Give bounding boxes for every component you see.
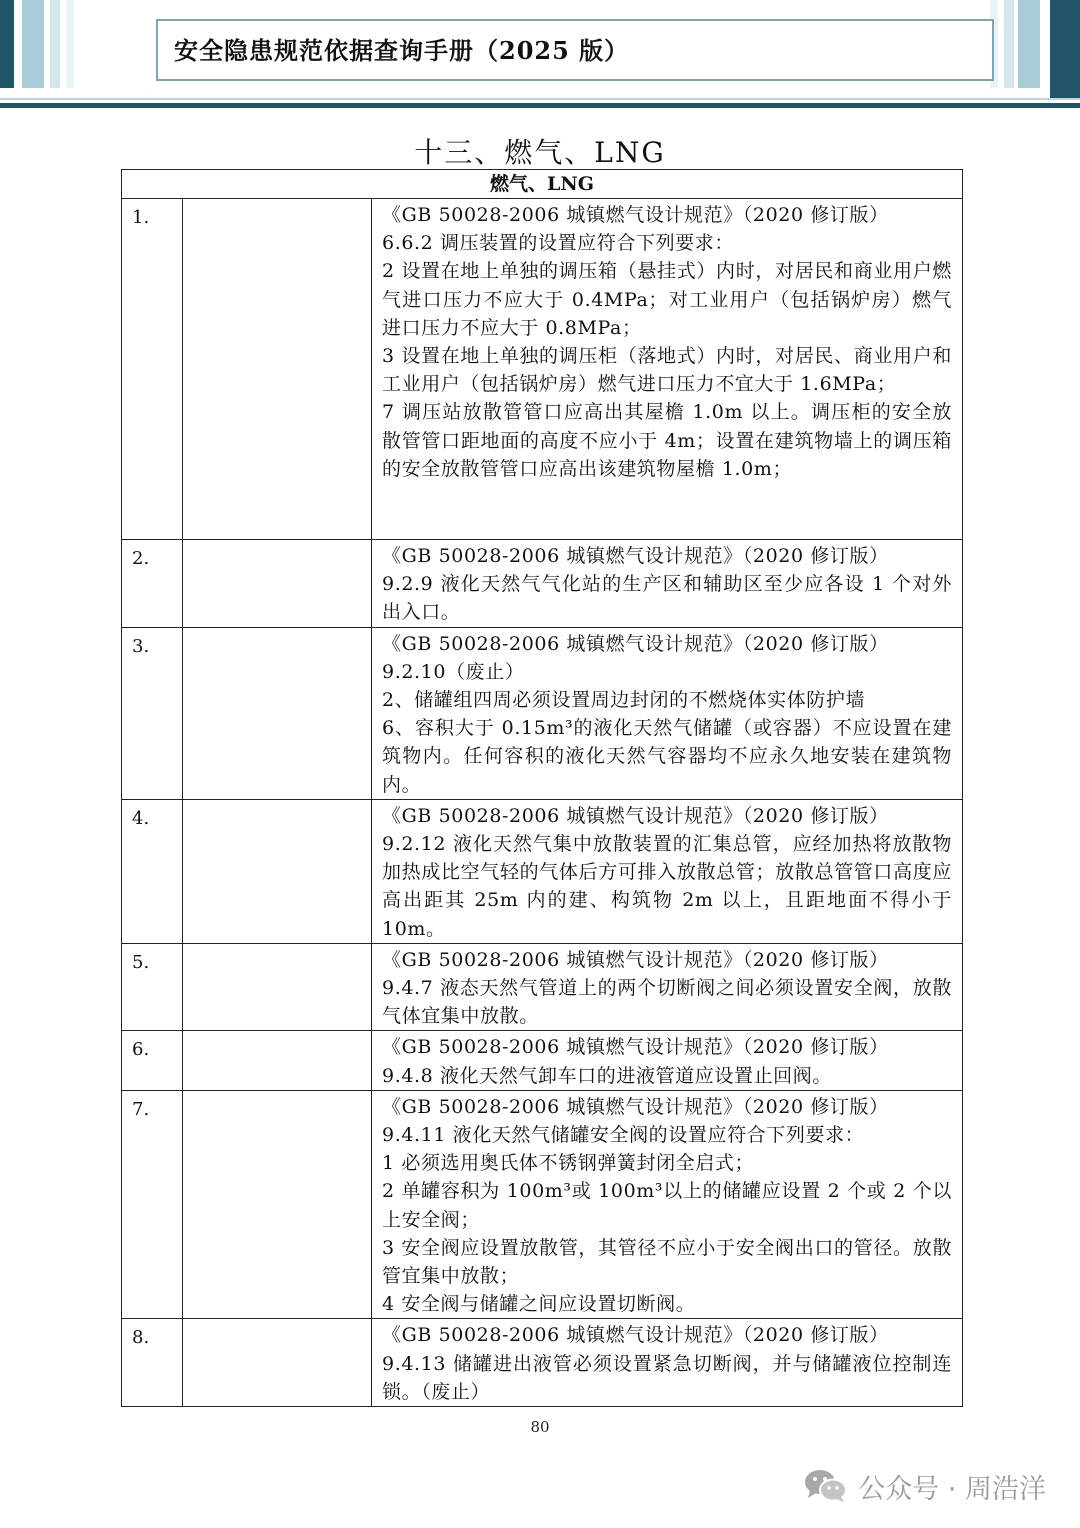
row-clause [372, 1319, 963, 1407]
table-row [122, 1319, 963, 1407]
clause-line: 9.2.9 液化天然气气化站的生产区和辅助区至少应各设 1 个对外出入口。 [382, 573, 952, 624]
row-clause [372, 199, 963, 540]
clause-line: 9.4.13 储罐进出液管必须设置紧急切断阀，并与储罐液位控制连锁。（废止） [382, 1352, 952, 1403]
watermark [804, 1466, 1046, 1506]
row-number: 3. [122, 627, 183, 799]
clause-line: 3 设置在地上单独的调压柜（落地式）内时，对居民、商业用户和工业用户（包括锅炉房）燃气进口压力不宜大于 1.6MPa； [382, 345, 952, 396]
table-row [122, 1090, 963, 1319]
header-title: 安全隐患规范依据查询手册（2025 版） [174, 36, 630, 65]
regulation-table [121, 169, 963, 1407]
row-clause [372, 1031, 963, 1090]
standard-citation: 《GB 50028-2006 城镇燃气设计规范》（2020 修订版） [382, 204, 889, 226]
header-stripe [50, 0, 60, 88]
row-category [183, 799, 372, 943]
standard-citation: 《GB 50028-2006 城镇燃气设计规范》（2020 修订版） [382, 632, 889, 655]
standard-citation: 《GB 50028-2006 城镇燃气设计规范》（2020 修订版） [382, 545, 889, 567]
table-row [122, 1031, 963, 1090]
clause-line: 1 必须选用奥氏体不锈钢弹簧封闭全启式； [382, 1152, 755, 1175]
row-number: 2. [122, 540, 183, 628]
page-header [0, 0, 1080, 110]
row-number: 8. [122, 1319, 183, 1407]
row-number: 4. [122, 799, 183, 943]
clause-line: 9.2.12 液化天然气集中放散装置的汇集总管，应经加热将放散物加热成比空气轻的气体后方可排入放散总管；放散总管管口高度应高出距其 25m 内的建、构筑物 2m 以上，且距地面不得小于 10m。 [382, 833, 952, 940]
clause-line: 2 单罐容积为 100m³或 100m³以上的储罐应设置 2 个或 2 个以上安全阀； [382, 1180, 952, 1231]
standard-citation: 《GB 50028-2006 城镇燃气设计规范》（2020 修订版） [382, 1324, 889, 1347]
table-caption-row [122, 170, 963, 199]
standard-citation: 《GB 50028-2006 城镇燃气设计规范》（2020 修订版） [382, 804, 889, 827]
header-stripe [66, 0, 74, 88]
table-caption: 燃气、LNG [122, 170, 963, 199]
row-category [183, 1031, 372, 1090]
clause-line: 6.6.2 调压装置的设置应符合下列要求： [382, 232, 734, 255]
row-category [183, 1090, 372, 1319]
row-number: 6. [122, 1031, 183, 1090]
table-row [122, 799, 963, 943]
row-clause [372, 1090, 963, 1319]
clause-line: 4 安全阀与储罐之间应设置切断阀。 [382, 1293, 696, 1316]
wechat-icon [804, 1468, 848, 1504]
header-title-box [156, 19, 994, 81]
section-title: 十三、燃气、LNG [414, 136, 666, 169]
row-category [183, 540, 372, 628]
clause-line: 6、容积大于 0.15m³的液化天然气储罐（或容器）不应设置在建筑物内。任何容积的液化天然气容器均不应永久地安装在建筑物内。 [382, 717, 952, 796]
row-clause [372, 799, 963, 943]
header-stripe [1018, 0, 1040, 88]
row-clause [372, 540, 963, 628]
clause-line: 9.4.11 液化天然气储罐安全阀的设置应符合下列要求： [382, 1124, 865, 1147]
table-row [122, 540, 963, 628]
header-stripe [1050, 0, 1080, 100]
clause-line: 9.4.7 液态天然气管道上的两个切断阀之间必须设置安全阀，放散气体宜集中放散。 [382, 977, 952, 1028]
row-number: 5. [122, 943, 183, 1031]
clause-line: 2、储罐组四周必须设置周边封闭的不燃烧体实体防护墙 [382, 689, 866, 712]
standard-citation: 《GB 50028-2006 城镇燃气设计规范》（2020 修订版） [382, 1095, 889, 1118]
clause-line: 3 安全阀应设置放散管，其管径不应小于安全阀出口的管径。放散管宜集中放散； [382, 1236, 952, 1288]
standard-citation: 《GB 50028-2006 城镇燃气设计规范》（2020 修订版） [382, 948, 889, 971]
row-category [183, 1319, 372, 1407]
row-category [183, 627, 372, 799]
row-number: 7. [122, 1090, 183, 1319]
header-rule [0, 103, 1080, 108]
header-stripe [1004, 0, 1014, 88]
header-rule-light [0, 98, 1080, 100]
standard-citation: 《GB 50028-2006 城镇燃气设计规范》（2020 修订版） [382, 1036, 889, 1059]
row-category [183, 199, 372, 540]
row-category [183, 943, 372, 1031]
watermark-text: 公众号 · 周浩洋 [858, 1473, 1046, 1505]
table-row [122, 943, 963, 1031]
header-stripe [22, 0, 44, 88]
clause-line: 9.4.8 液化天然气卸车口的进液管道应设置止回阀。 [382, 1064, 832, 1087]
header-stripe [0, 0, 14, 88]
clause-line: 7 调压站放散管管口应高出其屋檐 1.0m 以上。调压柜的安全放散管管口距地面的高度不应小于 4m；设置在建筑物墙上的调压箱的安全放散管管口应高出该建筑物屋檐 1.0m； [382, 401, 952, 480]
clause-line: 9.2.10（废止） [382, 660, 525, 683]
row-clause [372, 627, 963, 799]
clause-line: 2 设置在地上单独的调压箱（悬挂式）内时，对居民和商业用户燃气进口压力不应大于 0.4MPa；对工业用户（包括锅炉房）燃气进口压力不应大于 0.8MPa； [382, 260, 952, 339]
row-number: 1. [122, 199, 183, 540]
table-row [122, 199, 963, 540]
page-number: 80 [530, 1418, 550, 1436]
table-row [122, 627, 963, 799]
row-clause [372, 943, 963, 1031]
